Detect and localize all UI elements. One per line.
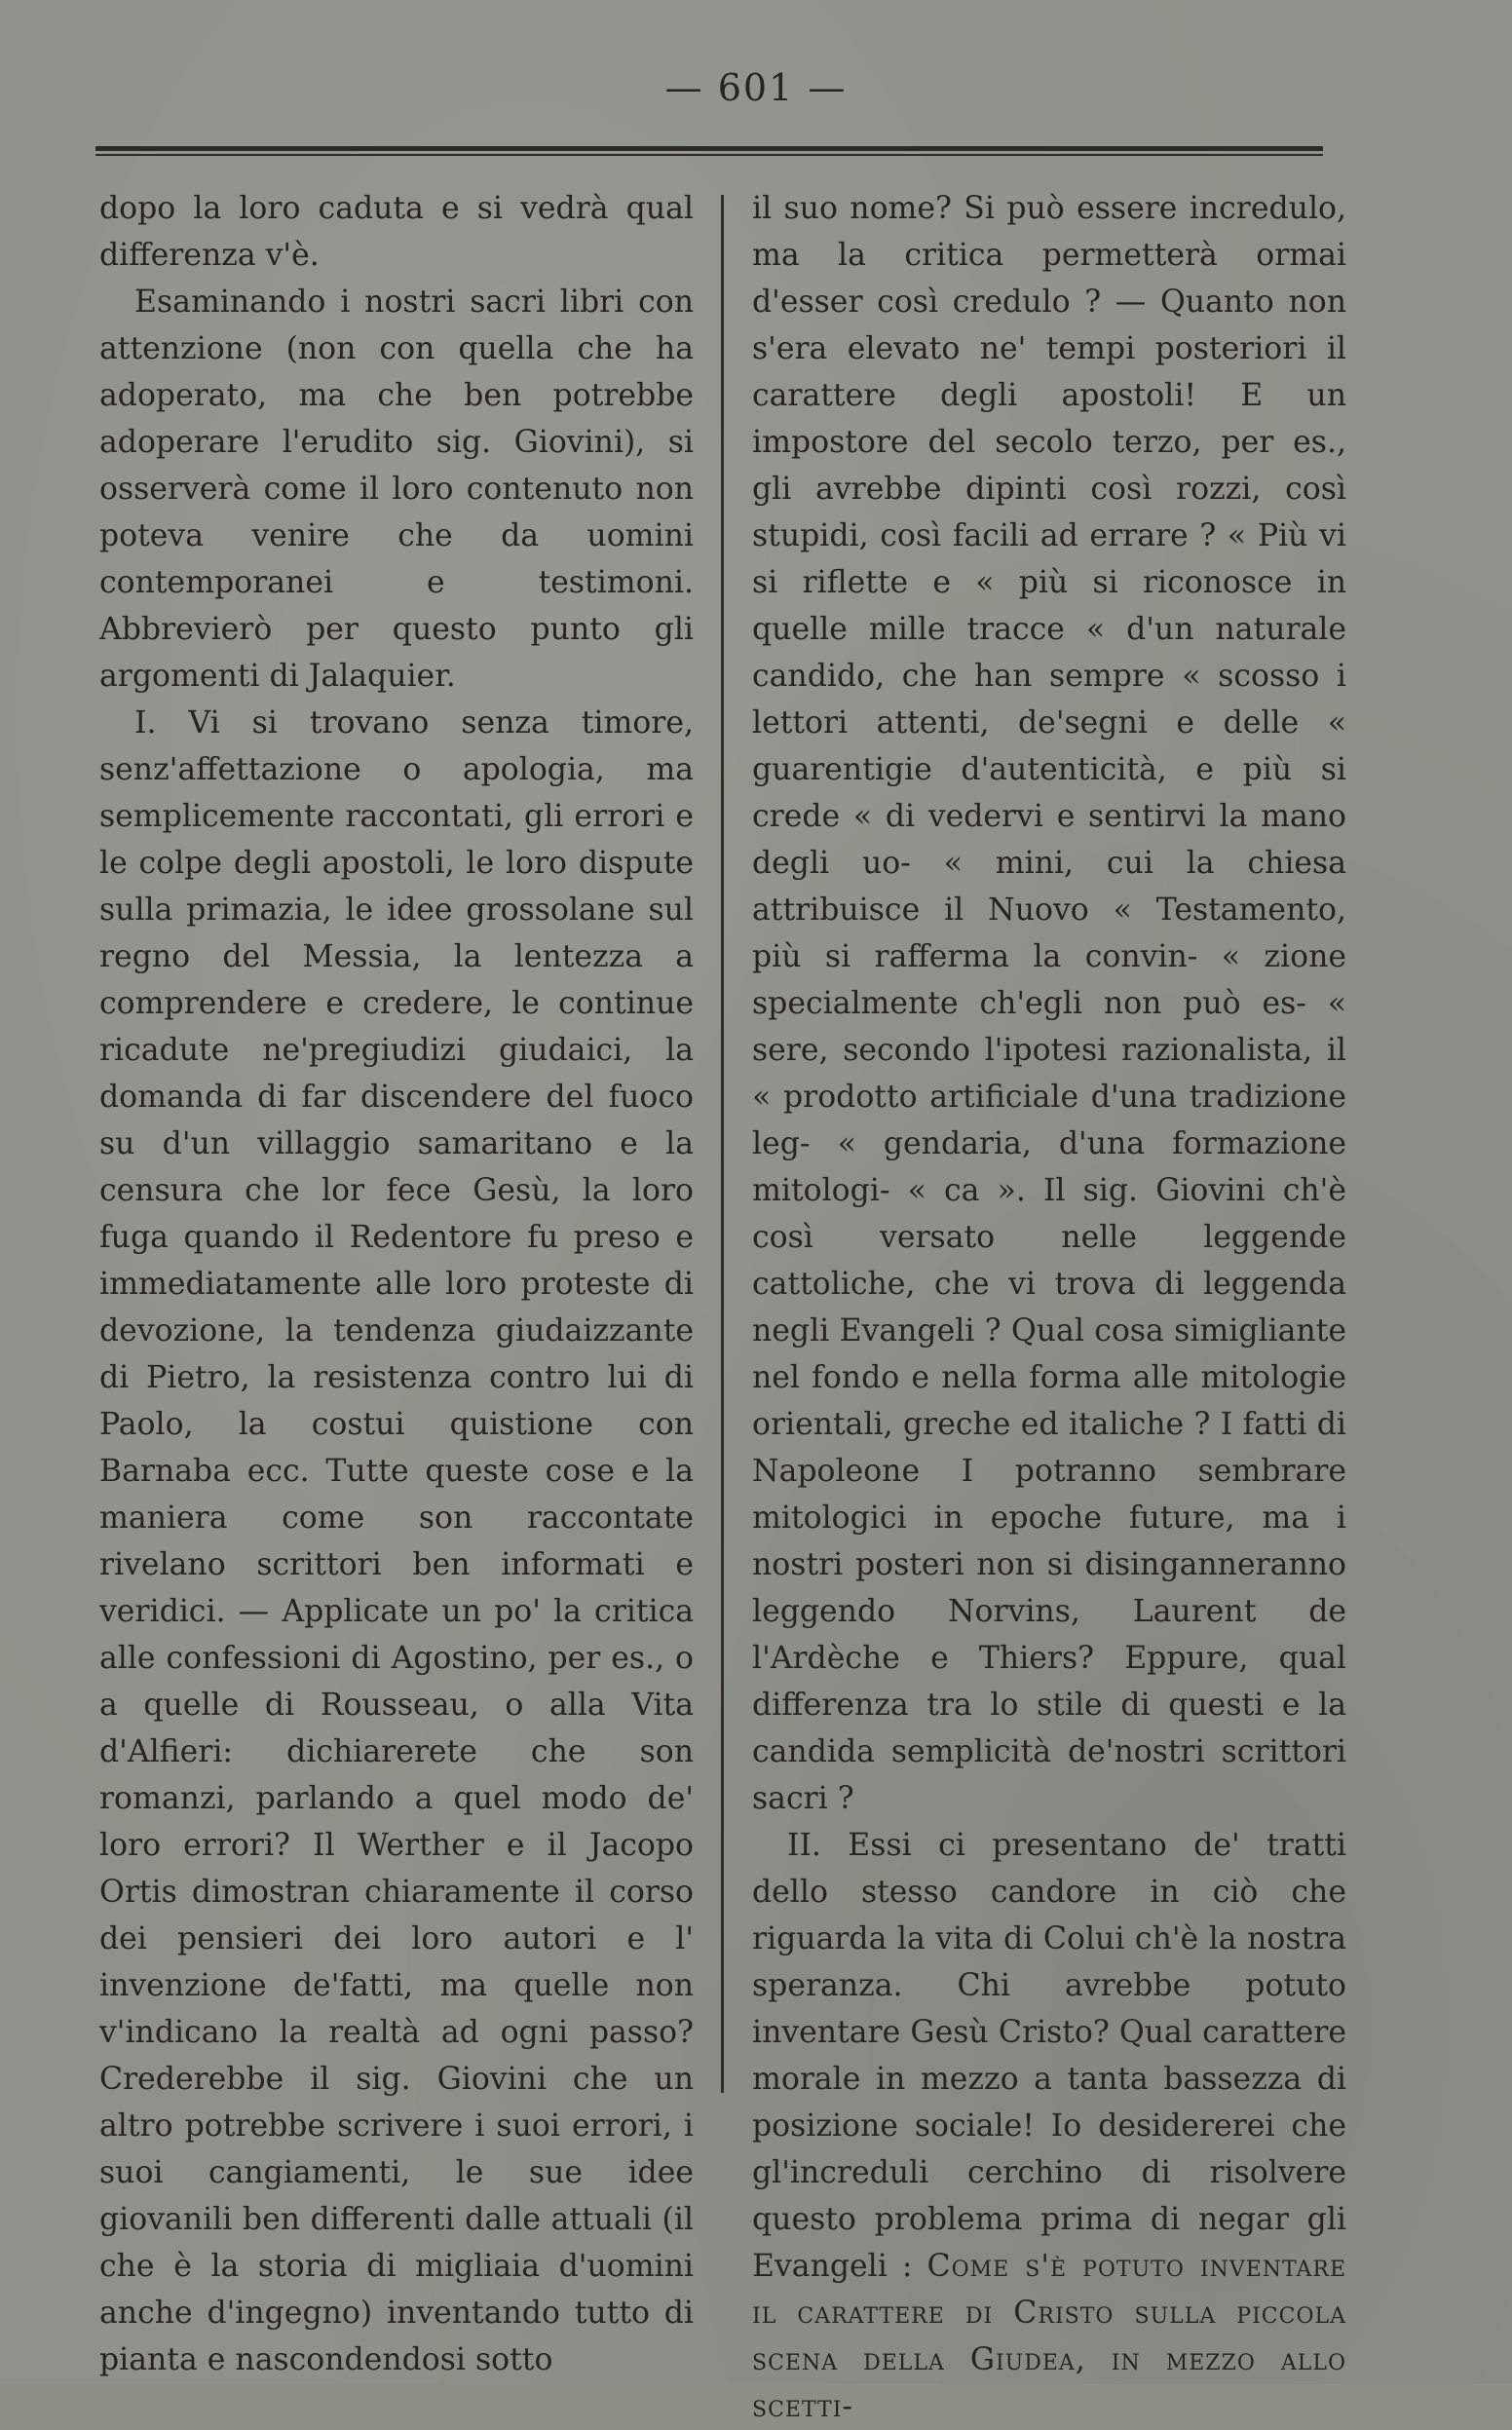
- header-rule-thin: [95, 154, 1323, 156]
- smallcaps-text: Come s'è potuto inventare il carattere di Cristo sulla piccola scena della Giudea, in mezzo allo scetti-: [752, 2249, 1347, 2424]
- paragraph: dopo la loro caduta e si vedrà qual differenza v'è.: [99, 191, 694, 273]
- column-divider: [721, 195, 724, 2093]
- paragraph: il suo nome? Si può essere incredulo, ma la critica permetterà ormai d'esser così credulo ? — Quanto non s'era elevato ne' tempi posteriori il carattere degli apostoli! E un impostore del secolo terzo, per es., gli avrebbe dipinti così rozzi, così stupidi, così facili ad errare ? « Più vi si riflette e « più si riconosce in quelle mille tracce « d'un naturale candido, che han sempre « scosso i lettori attenti, de'segni e delle « guarentigie d'autenticità, e più si crede « di vedervi e sentirvi la mano degli uo- « mini, cui la chiesa attribuisce il Nuovo « Testamento, più si rafferma la convin- « zione specialmente ch'egli non può es- « sere, secondo l'ipotesi razionalista, il « prodotto artificiale d'una tradizione leg- « gendaria, d'una formazione mitologi- « ca ». Il sig. Giovini ch'è così versato nelle leggende cattoliche, che vi trova di leggenda negli Evangeli ? Qual cosa simigliante nel fondo e nella forma alle mitologie orientali, greche ed italiche ? I fatti di Napoleone I potranno sembrare mitologici in epoche future, ma i nostri posteri non si disinganneranno leggendo Norvins, Laurent de l'Ardèche e Thiers? Eppure, qual differenza tra lo stile di questi e la candida semplicità de'nostri scrittori sacri ?: [752, 191, 1346, 1816]
- left-column: [99, 185, 694, 2383]
- paragraph: [752, 1822, 1346, 2430]
- right-column: [752, 185, 1346, 2430]
- paragraph-text: II. Essi ci presentano de' tratti dello stesso candore in ciò che riguarda la vita di Colui ch'è la nostra speranza. Chi avrebbe potuto inventare Gesù Cristo? Qual carattere morale in mezzo a tanta bassezza di posizione sociale! Io desidererei che gl'increduli cerchino di risolvere questo problema prima di negar gli Evangeli :: [752, 1828, 1346, 2284]
- paragraph: Esaminando i nostri sacri libri con attenzione (non con quella che ha adoperato, ma che ben potrebbe adoperare l'erudito sig. Giovini), si osserverà come il loro contenuto non poteva venire che da uomini contemporanei e testimoni. Abbrevierò per questo punto gli argomenti di Jalaquier.: [99, 285, 694, 694]
- header-rule-thick: [95, 146, 1323, 151]
- paragraph: I. Vi si trovano senza timore, senz'affettazione o apologia, ma semplicemente raccontati, gli errori e le colpe degli apostoli, le loro dispute sulla primazia, le idee grossolane sul regno del Messia, la lentezza a comprendere e credere, le continue ricadute ne'pregiudizi giudaici, la domanda di far discendere del fuoco su d'un villaggio samaritano e la censura che lor fece Gesù, la loro fuga quando il Redentore fu preso e immediatamente alle loro proteste di devozione, la tendenza giudaizzante di Pietro, la resistenza contro lui di Paolo, la costui quistione con Barnaba ecc. Tutte queste cose e la maniera come son raccontate rivelano scrittori ben informati e veridici. — Applicate un po' la critica alle confessioni di Agostino, per es., o a quelle di Rousseau, o alla Vita d'Alfieri: dichiarerete che son romanzi, parlando a quel modo de' loro errori? Il Werther e il Jacopo Ortis dimostran chiaramente il corso dei pensieri dei loro autori e l' invenzione de'fatti, ma quelle non v'indicano la realtà ad ogni passo? Crederebbe il sig. Giovini che un altro potrebbe scrivere i suoi errori, i suoi cangiamenti, le sue idee giovanili ben differenti dalle attuali (il che è la storia di migliaia d'uomini anche d'ingegno) inventando tutto di pianta e nascondendosi sotto: [99, 705, 694, 2377]
- page-number: — 601 —: [664, 66, 848, 109]
